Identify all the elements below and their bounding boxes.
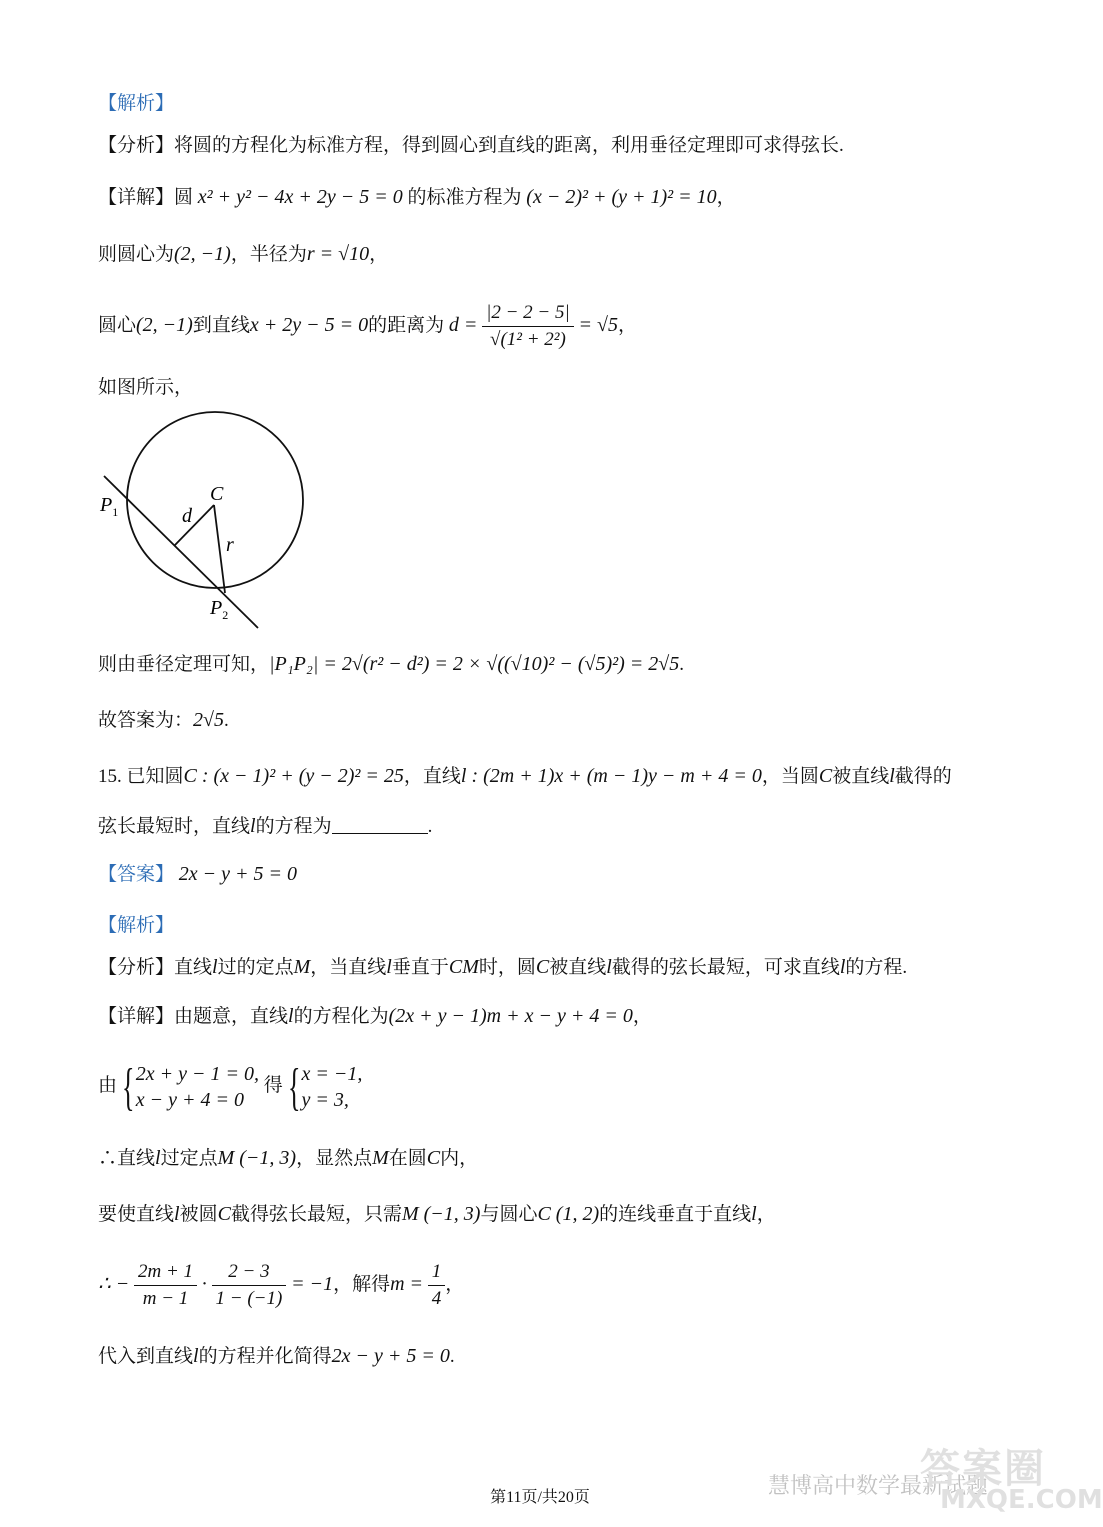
analysis-line-15 — [98, 953, 907, 982]
fixed-text: 过定点 — [160, 1148, 218, 1169]
line-equation: l : (2m + 1)x + (m − 1)y − m + 4 = 0 — [460, 765, 762, 787]
fraction-numerator: 2m + 1 — [134, 1259, 197, 1286]
symbol-l: l — [212, 956, 218, 978]
jiexi-tag: 【解析】 — [98, 915, 175, 936]
answer-tag: 【答案】 — [98, 864, 175, 885]
chord-line — [104, 476, 258, 628]
answer-text: 故答案为： — [98, 710, 194, 731]
rewritten-equation: (2x + y − 1)m + x − y + 4 = 0 — [388, 1005, 633, 1027]
analysis-text: 将圆的方程化为标准方程，得到圆心到直线的距离，利用垂径定理即可求得弦长. — [174, 135, 844, 156]
system-row: x = −1, — [301, 1062, 363, 1085]
analysis-text: 被直线 — [549, 957, 607, 978]
label-d: d — [182, 505, 192, 527]
distance-text: ， — [617, 315, 637, 336]
circle-equation: x² + y² − 4x + 2y − 5 = 0 — [197, 186, 403, 208]
system-row: y = 3, — [301, 1088, 349, 1111]
detail-tag: 【详解】 — [98, 1006, 175, 1027]
analysis-text: 过的定点 — [217, 957, 294, 978]
calc-text: ，解得 — [333, 1274, 391, 1295]
fixed-text: ，显然点 — [296, 1148, 373, 1169]
symbol-cm: CM — [448, 956, 479, 978]
distance-fraction — [482, 300, 574, 353]
watermark-logo: 答案圈 — [920, 1446, 1046, 1492]
page-footer: 第11页/共20页 — [490, 1489, 590, 1506]
system-text: 由 — [98, 1075, 118, 1096]
analysis-text: 直线 — [174, 957, 213, 978]
calc-text: ， — [445, 1274, 465, 1295]
point-m: M (−1, 3) — [401, 1203, 481, 1225]
point-m: M (−1, 3) — [217, 1147, 297, 1169]
center-text: ，半径为 — [230, 244, 307, 265]
detail-text: ， — [716, 187, 736, 208]
system-text: 得 — [263, 1075, 283, 1096]
question-text: 截得的 — [894, 766, 952, 787]
brace-icon: { — [121, 1058, 135, 1116]
fraction-slope-l — [134, 1259, 197, 1312]
center-line — [98, 240, 388, 269]
point-c: C (1, 2) — [537, 1203, 600, 1225]
radius-segment — [214, 505, 225, 593]
jiexi-tag: 【解析】 — [98, 93, 175, 114]
question-text: 被直线 — [832, 766, 890, 787]
section-jiexi-tag-1 — [98, 90, 174, 118]
symbol-c: C — [217, 1203, 231, 1225]
symbol-m: M — [372, 1147, 389, 1169]
symbol-l: l — [193, 1345, 199, 1367]
detail-line-15 — [98, 1002, 652, 1031]
question-text: 的方程为 — [255, 816, 332, 837]
question-text: . — [427, 816, 433, 837]
sub-text: 的方程并化简得 — [198, 1346, 332, 1367]
distance-segment — [175, 505, 214, 545]
distance-text: 的距离为 — [368, 315, 445, 336]
fraction-denominator: 4 — [431, 1288, 442, 1310]
section-jiexi-tag-15 — [98, 912, 174, 940]
detail-text: 的标准方程为 — [407, 187, 522, 208]
system-row: x − y + 4 = 0 — [135, 1088, 245, 1111]
center-point: (2, −1) — [136, 314, 193, 336]
system-1 — [121, 1058, 260, 1116]
req-text: 的连线垂直于直线 — [599, 1204, 752, 1225]
distance-text: 到直线 — [192, 315, 250, 336]
req-text: 要使直线 — [98, 1204, 175, 1225]
system-line — [98, 1056, 362, 1116]
analysis-text: 截得的弦长最短，可求直线 — [611, 957, 840, 978]
symbol-c: C — [426, 1147, 441, 1169]
distance-lhs: d = — [448, 314, 478, 336]
distance-result: = √5 — [578, 314, 618, 336]
symbol-l: l — [889, 765, 895, 787]
system-2 — [287, 1058, 363, 1116]
fixed-point-line — [98, 1144, 478, 1173]
standard-equation: (x − 2)² + (y + 1)² = 10 — [526, 186, 717, 208]
fraction-numerator: |2 − 2 − 5| — [482, 300, 574, 327]
answer-text: . — [224, 710, 229, 731]
center-text: ， — [369, 244, 389, 265]
symbol-l: l — [155, 1147, 161, 1169]
fraction-numerator: 2 − 3 — [212, 1259, 287, 1286]
multiply-dot: · — [201, 1273, 207, 1295]
watermark-domain: MXQE.COM — [940, 1485, 1103, 1515]
center-point: (2, −1) — [174, 243, 231, 265]
question-text: 已知圆 — [126, 766, 184, 787]
distance-line — [98, 300, 637, 353]
fixed-text: 在圆 — [388, 1148, 427, 1169]
fraction-denominator: 1 − (−1) — [215, 1288, 283, 1310]
analysis-tag: 【分析】 — [98, 957, 175, 978]
fixed-text: 内， — [440, 1148, 479, 1169]
question-15-line-2 — [98, 812, 432, 841]
system-row: 2x + y − 1 = 0, — [135, 1062, 260, 1085]
sub-text: 代入到直线 — [98, 1346, 194, 1367]
label-r: r — [226, 534, 234, 556]
figure-caption: 如图所示， — [98, 377, 194, 398]
answer-value: 2√5 — [193, 709, 224, 731]
fraction-denominator: m − 1 — [142, 1288, 189, 1310]
symbol-c: C — [535, 956, 550, 978]
analysis-text: 的方程. — [845, 957, 908, 978]
final-equation: 2x − y + 5 = 0 — [331, 1345, 450, 1367]
analysis-line-1 — [98, 132, 844, 160]
detail-line-1 — [98, 183, 736, 212]
equals-minus-one: = −1 — [291, 1273, 334, 1295]
question-15-line-1 — [98, 762, 952, 791]
req-text: 与圆心 — [480, 1204, 538, 1225]
therefore-symbol: ∴ − — [98, 1273, 130, 1295]
analysis-text: 时，圆 — [478, 957, 536, 978]
symbol-l: l — [606, 956, 612, 978]
detail-text: ， — [632, 1006, 652, 1027]
calculation-line — [98, 1256, 464, 1313]
label-p2: $P_2$ — [210, 597, 229, 622]
brace-icon: { — [287, 1058, 301, 1116]
symbol-l: l — [250, 815, 256, 837]
question-number: 15. — [98, 766, 122, 787]
req-text: 被圆 — [179, 1204, 218, 1225]
answer-value: 2x − y + 5 = 0 — [178, 863, 298, 885]
answer-line-1 — [98, 706, 229, 735]
distance-text: 圆心 — [98, 315, 137, 336]
chord-text: 则由垂径定理可知， — [98, 654, 270, 675]
symbol-l: l — [386, 956, 392, 978]
fraction-slope-cm — [212, 1259, 287, 1312]
chord-line-text — [98, 650, 684, 679]
detail-text: 的方程化为 — [293, 1006, 389, 1027]
sub-text: . — [449, 1346, 455, 1367]
chord-equation: |P₁P₂| = 2√(r² − d²) = 2 × √((√10)² − (√5)²) = 2√5 — [269, 653, 680, 675]
analysis-text: 垂直于 — [391, 957, 449, 978]
chord-text: . — [679, 654, 685, 675]
symbol-l: l — [751, 1203, 757, 1225]
answer-line-15 — [98, 860, 297, 889]
detail-tag: 【详解】 — [98, 187, 175, 208]
circle-equation: C : (x − 1)² + (y − 2)² = 25 — [183, 765, 404, 787]
symbol-m: M — [293, 956, 311, 978]
requirement-line — [98, 1200, 776, 1229]
detail-text: 由题意，直线 — [174, 1006, 289, 1027]
watermark-text: 慧博高中数学最新试题 — [768, 1474, 989, 1499]
fixed-text: ∴直线 — [98, 1148, 156, 1169]
question-text: ，直线 — [403, 766, 461, 787]
symbol-l: l — [288, 1005, 294, 1027]
symbol-l: l — [839, 956, 846, 978]
question-text: ，当圆 — [761, 766, 819, 787]
answer-blank — [332, 815, 428, 834]
analysis-tag: 【分析】 — [98, 135, 175, 156]
radius-equation: r = √10 — [306, 243, 370, 265]
symbol-c: C — [818, 765, 833, 787]
fraction-denominator: √(1² + 2²) — [490, 329, 566, 351]
req-text: 截得弦长最短，只需 — [230, 1204, 402, 1225]
line-equation: x + 2y − 5 = 0 — [249, 314, 369, 336]
center-text: 则圆心为 — [98, 244, 175, 265]
req-text: ， — [756, 1204, 776, 1225]
analysis-text: ，当直线 — [310, 957, 387, 978]
fraction-m-value — [428, 1259, 446, 1312]
symbol-l: l — [174, 1203, 180, 1225]
question-text: 弦长最短时，直线 — [98, 816, 251, 837]
circle-chord-diagram — [96, 408, 310, 634]
detail-text: 圆 — [174, 187, 194, 208]
label-c: C — [210, 483, 224, 505]
fraction-numerator: 1 — [428, 1259, 446, 1286]
label-p1: $P_1$ — [100, 494, 119, 519]
m-equals: m = — [390, 1273, 424, 1295]
substitute-line — [98, 1342, 455, 1371]
